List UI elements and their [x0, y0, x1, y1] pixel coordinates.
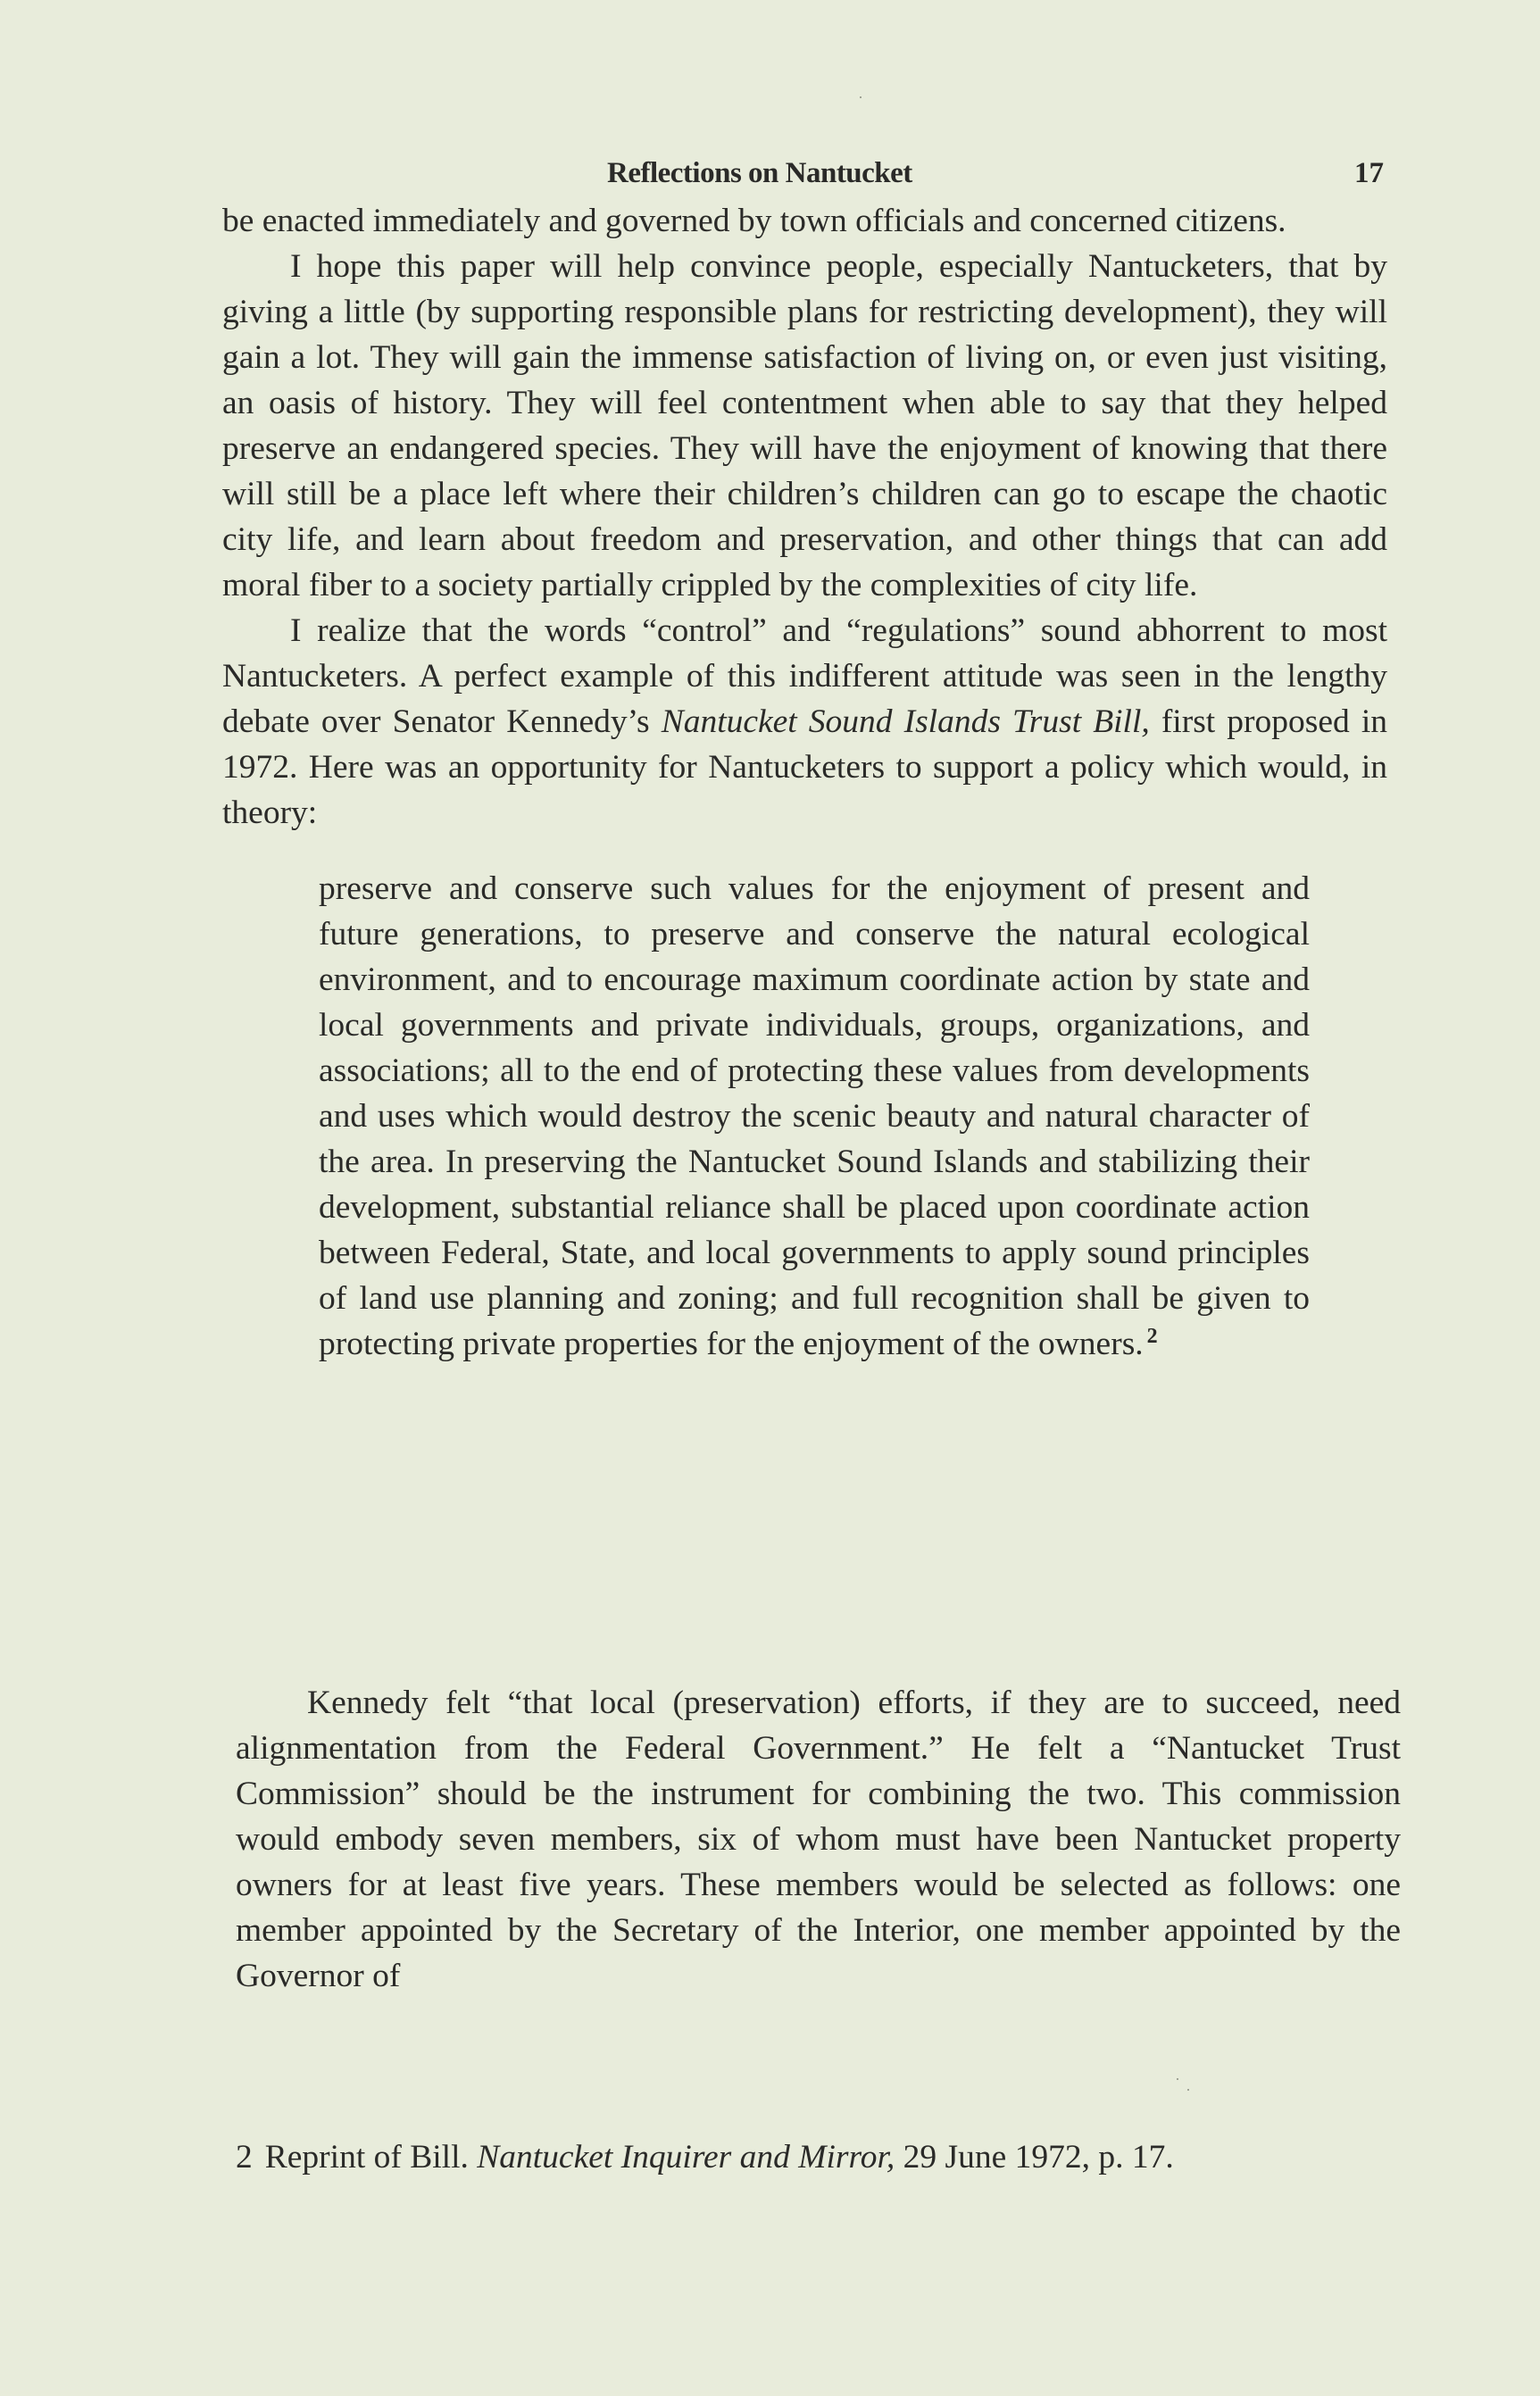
paragraph-hope: I hope this paper will help convince people, especially Nantucketers, that by giving a little (by supporting responsible plans for restricting development), they will gain a lot. They will gain the immense satisfaction of living on, or even just visiting, an oasis of history. They will feel contentment when able to say that they helped preserve an endangered species. They will have the enjoyment of knowing that there will still be a place left where their children’s children can go to escape the chaotic city life, and learn about freedom and preservation, and other things that can add moral fiber to a society partially crippled by the complexities of city life.	[222, 248, 1387, 603]
footnote-source-title: Nantucket Inquirer and Mirror,	[477, 2139, 895, 2176]
page-number: 17	[1354, 157, 1384, 189]
footnote-text-b: 29 June 1972, p. 17.	[895, 2139, 1174, 2176]
paragraph-control-text-b: first proposed in 1972. Here was an opportunity for Nantucketers to support a policy which would, in theory:	[222, 703, 1387, 831]
running-head	[223, 157, 1384, 202]
footnote-reference: 2	[1146, 1324, 1158, 1348]
running-title: Reflections on Nantucket	[607, 157, 912, 189]
footnote-text-a: Reprint of Bill.	[264, 2139, 478, 2176]
paragraph-continuation: be enacted immediately and governed by town officials and concerned citizens.	[222, 203, 1286, 239]
paper-speck	[860, 96, 862, 98]
body-text	[222, 198, 1387, 1367]
paragraph-kennedy: Kennedy felt “that local (preservation) efforts, if they are to succeed, need alignmentation from the Federal Government.” He felt a “Nantucket Trust Commission” should be the instrument for combining the two. This commission would embody seven members, six of whom must have been Nantucket property owners for at least five years. These members would be selected as follows: one member appointed by the Secretary of the Interior, one member appointed by the Governor of	[236, 1685, 1401, 1994]
footnote-number: 2	[236, 2139, 253, 2176]
footnote	[236, 2134, 1401, 2180]
block-quote-text: preserve and conserve such values for the enjoyment of present and future generations, to preserve and conserve the natural ecological environment, and to encourage maximum coordinate action by state and local governments and private individuals, groups, organizations, and associations; all to the end of protecting these values from developments and uses which would destroy the scenic beauty and natural character of the area. In preserving the Nantucket Sound Islands and stabilizing their development, substantial reliance shall be placed upon coordinate action between Federal, State, and local governments to apply sound principles of land use planning and zoning; and full recognition shall be given to protecting private properties for the enjoyment of the owners.	[319, 870, 1310, 1362]
block-quote	[222, 866, 1310, 1367]
post-quote-text	[236, 1680, 1401, 1999]
paper-speck	[1177, 2078, 1178, 2080]
bill-title: Nantucket Sound Islands Trust Bill,	[661, 703, 1150, 740]
paper-speck	[1187, 2089, 1189, 2091]
paragraph-control	[222, 608, 1387, 836]
paragraph-control-text-a: I realize that the words “control” and “regulations” sound abhorrent to most Nantucketers. A perfect example of this indifferent attitude was seen in the lengthy debate over Senator Kennedy’s	[222, 612, 1387, 740]
